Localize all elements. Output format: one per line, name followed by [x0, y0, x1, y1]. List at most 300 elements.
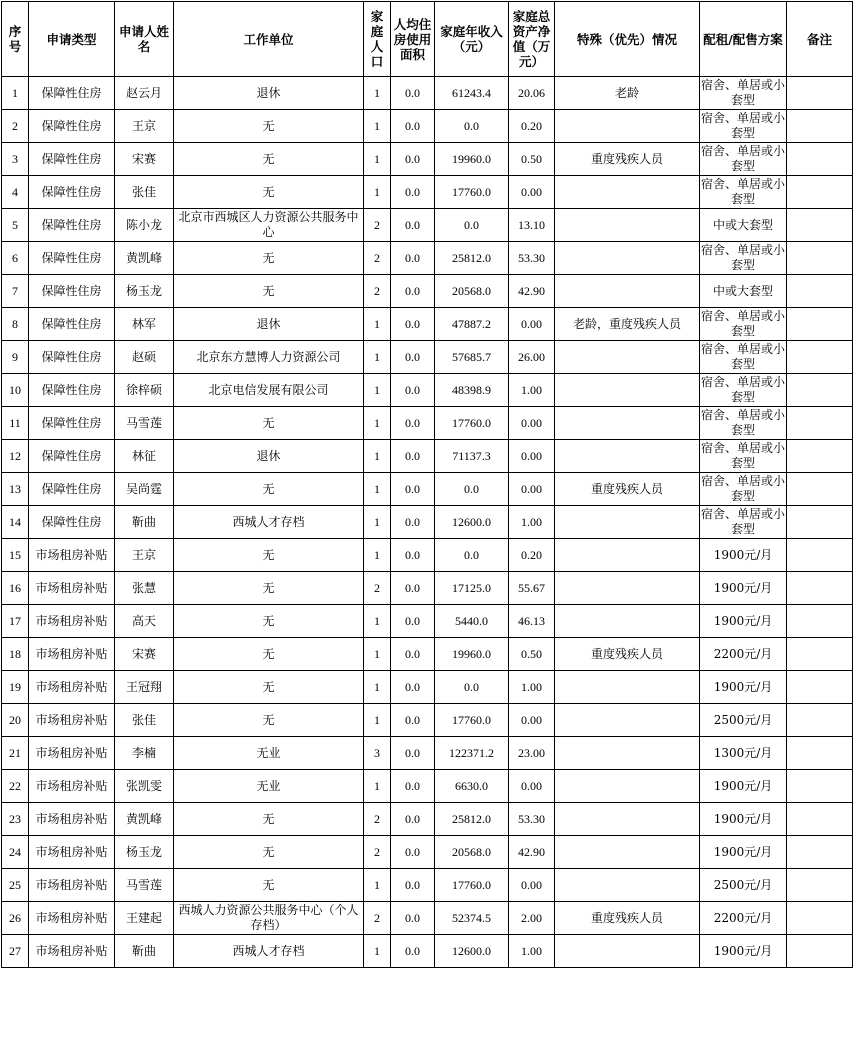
household-size-cell: 1 — [364, 77, 391, 110]
income-cell: 5440.0 — [435, 605, 509, 638]
assets-cell: 42.90 — [509, 275, 555, 308]
special-cell — [555, 209, 700, 242]
table-body — [2, 77, 853, 968]
income-cell: 71137.3 — [435, 440, 509, 473]
plan-cell: 1900元/月 — [700, 803, 787, 836]
table-row — [2, 803, 853, 836]
special-cell — [555, 737, 700, 770]
work-unit-cell: 退休 — [174, 77, 364, 110]
name-cell: 靳曲 — [115, 935, 174, 968]
type-cell: 市场租房补贴 — [29, 671, 115, 704]
work-unit-cell: 无 — [174, 803, 364, 836]
type-cell: 市场租房补贴 — [29, 902, 115, 935]
household-size-cell: 1 — [364, 407, 391, 440]
work-unit-cell: 北京电信发展有限公司 — [174, 374, 364, 407]
household-size-cell: 1 — [364, 143, 391, 176]
household-size-cell: 2 — [364, 836, 391, 869]
type-cell: 市场租房补贴 — [29, 770, 115, 803]
income-cell: 17760.0 — [435, 704, 509, 737]
income-cell: 17760.0 — [435, 407, 509, 440]
plan-cell: 1900元/月 — [700, 935, 787, 968]
area-cell: 0.0 — [391, 803, 435, 836]
household-size-cell: 1 — [364, 374, 391, 407]
special-cell: 老龄 — [555, 77, 700, 110]
type-cell: 市场租房补贴 — [29, 704, 115, 737]
plan-cell: 宿舍、单居或小套型 — [700, 308, 787, 341]
name-cell: 高天 — [115, 605, 174, 638]
name-cell: 马雪莲 — [115, 407, 174, 440]
work-unit-cell: 退休 — [174, 440, 364, 473]
plan-cell: 1900元/月 — [700, 572, 787, 605]
name-cell: 吴尚霆 — [115, 473, 174, 506]
seq-cell: 18 — [2, 638, 29, 671]
header-special-priority: 特殊（优先）情况 — [555, 2, 700, 77]
assets-cell: 0.20 — [509, 539, 555, 572]
plan-cell: 2200元/月 — [700, 902, 787, 935]
assets-cell: 53.30 — [509, 242, 555, 275]
assets-cell: 13.10 — [509, 209, 555, 242]
type-cell: 市场租房补贴 — [29, 539, 115, 572]
remarks-cell — [787, 407, 853, 440]
household-size-cell: 2 — [364, 803, 391, 836]
special-cell — [555, 440, 700, 473]
assets-cell: 0.00 — [509, 704, 555, 737]
header-per-capita-area: 人均住房使用面积 — [391, 2, 435, 77]
plan-cell: 1900元/月 — [700, 770, 787, 803]
income-cell: 0.0 — [435, 110, 509, 143]
seq-cell: 15 — [2, 539, 29, 572]
table-row — [2, 473, 853, 506]
name-cell: 杨玉龙 — [115, 836, 174, 869]
income-cell: 0.0 — [435, 539, 509, 572]
remarks-cell — [787, 737, 853, 770]
area-cell: 0.0 — [391, 407, 435, 440]
assets-cell: 46.13 — [509, 605, 555, 638]
table-row — [2, 935, 853, 968]
remarks-cell — [787, 770, 853, 803]
type-cell: 保障性住房 — [29, 440, 115, 473]
type-cell: 保障性住房 — [29, 275, 115, 308]
seq-cell: 16 — [2, 572, 29, 605]
type-cell: 保障性住房 — [29, 242, 115, 275]
special-cell — [555, 770, 700, 803]
assets-cell: 2.00 — [509, 902, 555, 935]
assets-cell: 0.00 — [509, 473, 555, 506]
work-unit-cell: 无 — [174, 572, 364, 605]
remarks-cell — [787, 209, 853, 242]
name-cell: 靳曲 — [115, 506, 174, 539]
seq-cell: 13 — [2, 473, 29, 506]
table-row — [2, 77, 853, 110]
plan-cell: 宿舍、单居或小套型 — [700, 143, 787, 176]
name-cell: 宋赛 — [115, 143, 174, 176]
work-unit-cell: 西城人才存档 — [174, 935, 364, 968]
special-cell: 重度残疾人员 — [555, 143, 700, 176]
remarks-cell — [787, 704, 853, 737]
name-cell: 徐梓硕 — [115, 374, 174, 407]
special-cell — [555, 836, 700, 869]
assets-cell: 0.00 — [509, 308, 555, 341]
seq-cell: 1 — [2, 77, 29, 110]
remarks-cell — [787, 176, 853, 209]
household-size-cell: 1 — [364, 539, 391, 572]
area-cell: 0.0 — [391, 539, 435, 572]
remarks-cell — [787, 803, 853, 836]
remarks-cell — [787, 77, 853, 110]
plan-cell: 1900元/月 — [700, 671, 787, 704]
table-row — [2, 374, 853, 407]
household-size-cell: 1 — [364, 704, 391, 737]
type-cell: 市场租房补贴 — [29, 605, 115, 638]
remarks-cell — [787, 605, 853, 638]
remarks-cell — [787, 374, 853, 407]
name-cell: 赵云月 — [115, 77, 174, 110]
plan-cell: 宿舍、单居或小套型 — [700, 176, 787, 209]
household-size-cell: 1 — [364, 935, 391, 968]
name-cell: 杨玉龙 — [115, 275, 174, 308]
work-unit-cell: 无业 — [174, 770, 364, 803]
income-cell: 0.0 — [435, 671, 509, 704]
special-cell: 重度残疾人员 — [555, 638, 700, 671]
area-cell: 0.0 — [391, 110, 435, 143]
type-cell: 保障性住房 — [29, 506, 115, 539]
table-row — [2, 869, 853, 902]
work-unit-cell: 西城人才存档 — [174, 506, 364, 539]
table-row — [2, 506, 853, 539]
assets-cell: 1.00 — [509, 506, 555, 539]
type-cell: 保障性住房 — [29, 473, 115, 506]
remarks-cell — [787, 110, 853, 143]
special-cell — [555, 374, 700, 407]
plan-cell: 1900元/月 — [700, 836, 787, 869]
household-size-cell: 3 — [364, 737, 391, 770]
area-cell: 0.0 — [391, 737, 435, 770]
area-cell: 0.0 — [391, 77, 435, 110]
area-cell: 0.0 — [391, 242, 435, 275]
special-cell: 老龄，重度残疾人员 — [555, 308, 700, 341]
type-cell: 市场租房补贴 — [29, 836, 115, 869]
header-household-size: 家庭人口 — [364, 2, 391, 77]
header-work-unit: 工作单位 — [174, 2, 364, 77]
name-cell: 林征 — [115, 440, 174, 473]
seq-cell: 21 — [2, 737, 29, 770]
seq-cell: 2 — [2, 110, 29, 143]
table-row — [2, 407, 853, 440]
income-cell: 19960.0 — [435, 143, 509, 176]
income-cell: 20568.0 — [435, 275, 509, 308]
type-cell: 保障性住房 — [29, 110, 115, 143]
name-cell: 张凯雯 — [115, 770, 174, 803]
income-cell: 48398.9 — [435, 374, 509, 407]
name-cell: 李楠 — [115, 737, 174, 770]
plan-cell: 宿舍、单居或小套型 — [700, 77, 787, 110]
assets-cell: 1.00 — [509, 374, 555, 407]
remarks-cell — [787, 506, 853, 539]
work-unit-cell: 无 — [174, 539, 364, 572]
area-cell: 0.0 — [391, 176, 435, 209]
assets-cell: 23.00 — [509, 737, 555, 770]
remarks-cell — [787, 836, 853, 869]
table-row — [2, 176, 853, 209]
remarks-cell — [787, 341, 853, 374]
seq-cell: 19 — [2, 671, 29, 704]
table-header-row — [2, 2, 853, 77]
plan-cell: 中或大套型 — [700, 275, 787, 308]
table-row — [2, 770, 853, 803]
household-size-cell: 1 — [364, 176, 391, 209]
assets-cell: 0.00 — [509, 176, 555, 209]
table-row — [2, 671, 853, 704]
work-unit-cell: 北京东方慧博人力资源公司 — [174, 341, 364, 374]
income-cell: 0.0 — [435, 473, 509, 506]
income-cell: 0.0 — [435, 209, 509, 242]
name-cell: 张佳 — [115, 704, 174, 737]
header-application-type: 申请类型 — [29, 2, 115, 77]
work-unit-cell: 无 — [174, 275, 364, 308]
work-unit-cell: 无 — [174, 473, 364, 506]
assets-cell: 42.90 — [509, 836, 555, 869]
household-size-cell: 2 — [364, 209, 391, 242]
area-cell: 0.0 — [391, 770, 435, 803]
special-cell: 重度残疾人员 — [555, 473, 700, 506]
household-size-cell: 2 — [364, 902, 391, 935]
seq-cell: 23 — [2, 803, 29, 836]
seq-cell: 17 — [2, 605, 29, 638]
household-size-cell: 1 — [364, 341, 391, 374]
name-cell: 赵硕 — [115, 341, 174, 374]
work-unit-cell: 无业 — [174, 737, 364, 770]
table-row — [2, 341, 853, 374]
type-cell: 保障性住房 — [29, 407, 115, 440]
area-cell: 0.0 — [391, 374, 435, 407]
seq-cell: 27 — [2, 935, 29, 968]
table-row — [2, 572, 853, 605]
plan-cell: 中或大套型 — [700, 209, 787, 242]
special-cell — [555, 275, 700, 308]
remarks-cell — [787, 902, 853, 935]
area-cell: 0.0 — [391, 869, 435, 902]
area-cell: 0.0 — [391, 902, 435, 935]
work-unit-cell: 无 — [174, 704, 364, 737]
plan-cell: 2200元/月 — [700, 638, 787, 671]
income-cell: 25812.0 — [435, 242, 509, 275]
work-unit-cell: 无 — [174, 143, 364, 176]
special-cell — [555, 671, 700, 704]
special-cell — [555, 704, 700, 737]
type-cell: 市场租房补贴 — [29, 572, 115, 605]
name-cell: 马雪莲 — [115, 869, 174, 902]
plan-cell: 宿舍、单居或小套型 — [700, 242, 787, 275]
type-cell: 保障性住房 — [29, 374, 115, 407]
household-size-cell: 1 — [364, 770, 391, 803]
remarks-cell — [787, 440, 853, 473]
assets-cell: 1.00 — [509, 935, 555, 968]
special-cell — [555, 407, 700, 440]
household-size-cell: 1 — [364, 605, 391, 638]
assets-cell: 26.00 — [509, 341, 555, 374]
plan-cell: 宿舍、单居或小套型 — [700, 407, 787, 440]
household-size-cell: 1 — [364, 869, 391, 902]
special-cell — [555, 935, 700, 968]
seq-cell: 25 — [2, 869, 29, 902]
seq-cell: 9 — [2, 341, 29, 374]
plan-cell: 宿舍、单居或小套型 — [700, 506, 787, 539]
type-cell: 市场租房补贴 — [29, 803, 115, 836]
household-size-cell: 2 — [364, 275, 391, 308]
work-unit-cell: 无 — [174, 836, 364, 869]
table-row — [2, 275, 853, 308]
seq-cell: 8 — [2, 308, 29, 341]
remarks-cell — [787, 869, 853, 902]
remarks-cell — [787, 671, 853, 704]
work-unit-cell: 无 — [174, 407, 364, 440]
seq-cell: 20 — [2, 704, 29, 737]
area-cell: 0.0 — [391, 605, 435, 638]
plan-cell: 2500元/月 — [700, 869, 787, 902]
area-cell: 0.0 — [391, 473, 435, 506]
assets-cell: 0.00 — [509, 869, 555, 902]
area-cell: 0.0 — [391, 638, 435, 671]
seq-cell: 3 — [2, 143, 29, 176]
type-cell: 保障性住房 — [29, 176, 115, 209]
area-cell: 0.0 — [391, 935, 435, 968]
area-cell: 0.0 — [391, 209, 435, 242]
income-cell: 52374.5 — [435, 902, 509, 935]
assets-cell: 53.30 — [509, 803, 555, 836]
income-cell: 61243.4 — [435, 77, 509, 110]
name-cell: 宋赛 — [115, 638, 174, 671]
plan-cell: 宿舍、单居或小套型 — [700, 341, 787, 374]
remarks-cell — [787, 275, 853, 308]
type-cell: 保障性住房 — [29, 209, 115, 242]
work-unit-cell: 无 — [174, 671, 364, 704]
work-unit-cell: 无 — [174, 869, 364, 902]
plan-cell: 宿舍、单居或小套型 — [700, 110, 787, 143]
name-cell: 王京 — [115, 539, 174, 572]
assets-cell: 0.20 — [509, 110, 555, 143]
assets-cell: 1.00 — [509, 671, 555, 704]
area-cell: 0.0 — [391, 143, 435, 176]
income-cell: 12600.0 — [435, 506, 509, 539]
special-cell — [555, 539, 700, 572]
type-cell: 市场租房补贴 — [29, 737, 115, 770]
table-row — [2, 539, 853, 572]
header-remarks: 备注 — [787, 2, 853, 77]
remarks-cell — [787, 308, 853, 341]
special-cell — [555, 341, 700, 374]
assets-cell: 0.50 — [509, 638, 555, 671]
special-cell — [555, 176, 700, 209]
household-size-cell: 1 — [364, 110, 391, 143]
assets-cell: 55.67 — [509, 572, 555, 605]
seq-cell: 14 — [2, 506, 29, 539]
seq-cell: 10 — [2, 374, 29, 407]
assets-cell: 20.06 — [509, 77, 555, 110]
header-annual-income: 家庭年收入（元） — [435, 2, 509, 77]
seq-cell: 6 — [2, 242, 29, 275]
seq-cell: 12 — [2, 440, 29, 473]
table-row — [2, 704, 853, 737]
remarks-cell — [787, 539, 853, 572]
header-seq: 序号 — [2, 2, 29, 77]
header-net-assets: 家庭总资产净值（万元） — [509, 2, 555, 77]
area-cell: 0.0 — [391, 836, 435, 869]
remarks-cell — [787, 638, 853, 671]
income-cell: 17760.0 — [435, 869, 509, 902]
type-cell: 保障性住房 — [29, 143, 115, 176]
plan-cell: 1900元/月 — [700, 605, 787, 638]
remarks-cell — [787, 143, 853, 176]
table-row — [2, 638, 853, 671]
type-cell: 保障性住房 — [29, 77, 115, 110]
type-cell: 保障性住房 — [29, 308, 115, 341]
income-cell: 20568.0 — [435, 836, 509, 869]
area-cell: 0.0 — [391, 671, 435, 704]
area-cell: 0.0 — [391, 440, 435, 473]
assets-cell: 0.50 — [509, 143, 555, 176]
table-row — [2, 143, 853, 176]
name-cell: 黄凯峰 — [115, 803, 174, 836]
table-row — [2, 902, 853, 935]
area-cell: 0.0 — [391, 572, 435, 605]
special-cell — [555, 572, 700, 605]
special-cell: 重度残疾人员 — [555, 902, 700, 935]
household-size-cell: 1 — [364, 440, 391, 473]
household-size-cell: 1 — [364, 506, 391, 539]
table-row — [2, 836, 853, 869]
remarks-cell — [787, 473, 853, 506]
household-size-cell: 1 — [364, 308, 391, 341]
seq-cell: 22 — [2, 770, 29, 803]
table-row — [2, 308, 853, 341]
name-cell: 王京 — [115, 110, 174, 143]
name-cell: 林军 — [115, 308, 174, 341]
household-size-cell: 2 — [364, 242, 391, 275]
housing-application-table — [1, 1, 853, 968]
household-size-cell: 1 — [364, 473, 391, 506]
special-cell — [555, 110, 700, 143]
special-cell — [555, 605, 700, 638]
name-cell: 王冠翔 — [115, 671, 174, 704]
work-unit-cell: 北京市西城区人力资源公共服务中心 — [174, 209, 364, 242]
type-cell: 市场租房补贴 — [29, 638, 115, 671]
table-row — [2, 440, 853, 473]
income-cell: 47887.2 — [435, 308, 509, 341]
header-applicant-name: 申请人姓名 — [115, 2, 174, 77]
area-cell: 0.0 — [391, 506, 435, 539]
plan-cell: 宿舍、单居或小套型 — [700, 473, 787, 506]
seq-cell: 4 — [2, 176, 29, 209]
assets-cell: 0.00 — [509, 770, 555, 803]
work-unit-cell: 无 — [174, 242, 364, 275]
type-cell: 保障性住房 — [29, 341, 115, 374]
table-row — [2, 242, 853, 275]
name-cell: 张佳 — [115, 176, 174, 209]
table-row — [2, 737, 853, 770]
work-unit-cell: 无 — [174, 176, 364, 209]
income-cell: 57685.7 — [435, 341, 509, 374]
seq-cell: 24 — [2, 836, 29, 869]
income-cell: 19960.0 — [435, 638, 509, 671]
type-cell: 市场租房补贴 — [29, 869, 115, 902]
income-cell: 25812.0 — [435, 803, 509, 836]
work-unit-cell: 无 — [174, 605, 364, 638]
remarks-cell — [787, 935, 853, 968]
work-unit-cell: 无 — [174, 110, 364, 143]
work-unit-cell: 西城人力资源公共服务中心（个人存档） — [174, 902, 364, 935]
plan-cell: 2500元/月 — [700, 704, 787, 737]
special-cell — [555, 869, 700, 902]
